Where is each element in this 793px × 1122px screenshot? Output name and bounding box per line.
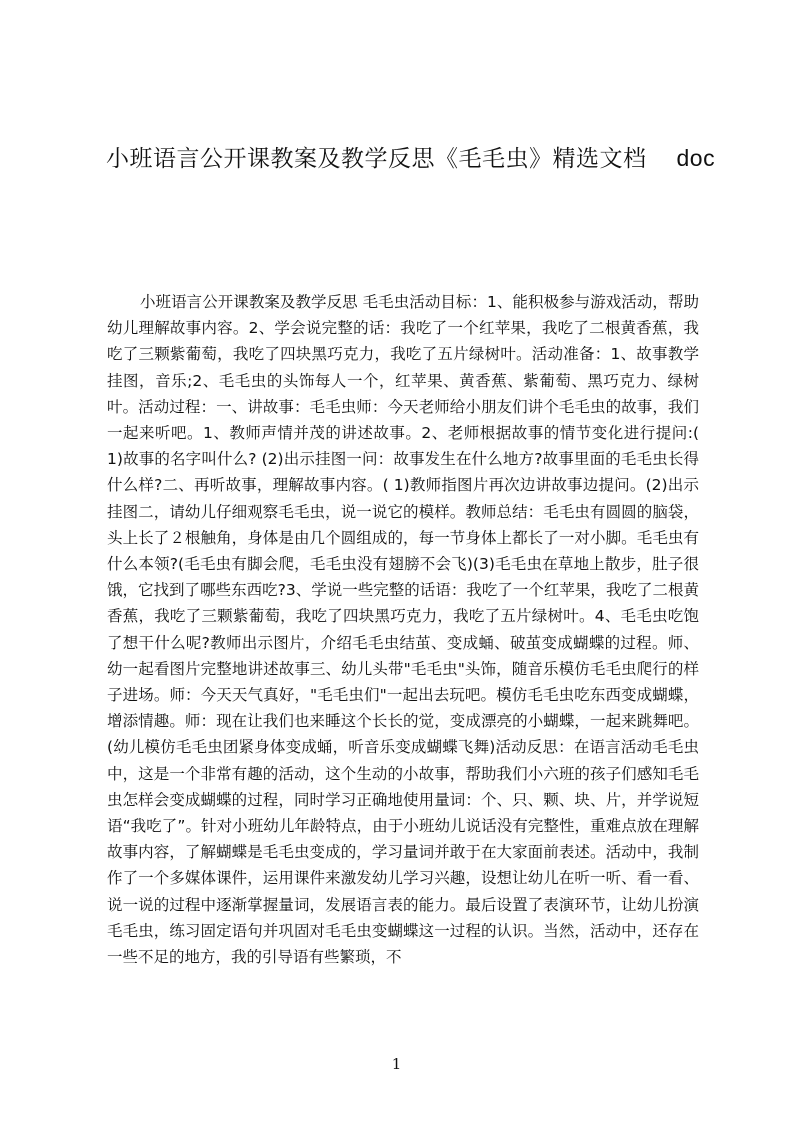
title-text: 小班语言公开课教案及教学反思《毛毛虫》精选文档 xyxy=(106,146,647,172)
page-number: 1 xyxy=(391,1055,402,1073)
body-paragraph: 小班语言公开课教案及教学反思 毛毛虫活动目标：1、能积极参与游戏活动，帮助幼儿理解故事内容。2、学会说完整的话：我吃了一个红苹果，我吃了二根黄香蕉，我吃了三颗紫葡萄，我吃了四块黑巧克力，我吃了五片绿树叶。活动准备：1、故事教学挂图，音乐;2、毛毛虫的头饰每人一个，红苹果、黄香蕉、紫葡萄、黑巧克力、绿树叶。活动过程：一、讲故事：毛毛虫师：今天老师给小朋友们讲个毛毛虫的故事，我们一起来听吧。1、教师声情并茂的讲述故事。2、老师根据故事的情节变化进行提问:( 1)故事的名字叫什么? (2)出示挂图一问：故事发生在什么地方?故事里面的毛毛虫长得什么样?二、再听故事，理解故事内容。( 1)教师指图片再次边讲故事边提问。(2)出示挂图二，请幼儿仔细观察毛毛虫，说一说它的模样。教师总结：毛毛虫有圆圆的脑袋，头上长了２根触角，身体是由几个圆组成的，每一节身体上都长了一对小脚。毛毛虫有什么本领?(毛毛虫有脚会爬，毛毛虫没有翅膀不会飞)(3)毛毛虫在草地上散步，肚子很饿，它找到了哪些东西吃?3、学说一些完整的话语：我吃了一个红苹果，我吃了二根黄香蕉，我吃了三颗紫葡萄，我吃了四块黑巧克力，我吃了五片绿树叶。4、毛毛虫吃饱了想干什么呢?教师出示图片，介绍毛毛虫结茧、变成蛹、破茧变成蝴蝶的过程。师、幼一起看图片完整地讲述故事三、幼儿头带"毛毛虫"头饰，随音乐模仿毛毛虫爬行的样子进场。师：今天天气真好，"毛毛虫们"一起出去玩吧。模仿毛毛虫吃东西变成蝴蝶，增添情趣。师：现在让我们也来睡这个长长的觉，变成漂亮的小蝴蝶，一起来跳舞吧。(幼儿模仿毛毛虫团紧身体变成蛹，听音乐变成蝴蝶飞舞)活动反思：在语言活动毛毛虫中，这是一个非常有趣的活动，这个生动的小故事，帮助我们小六班的孩子们感知毛毛虫怎样会变成蝴蝶的过程，同时学习正确地使用量词：个、只、颗、块、片，并学说短语“我吃了”。针对小班幼儿年龄特点，由于小班幼儿说话没有完整性，重难点放在理解故事内容，了解蝴蝶是毛毛虫变成的，学习量词并敢于在大家面前表述。活动中，我制作了一个多媒体课件，运用课件来激发幼儿学习兴趣，设想让幼儿在听一听、看一看、说一说的过程中逐渐掌握量词，发展语言表的能力。最后设置了表演环节，让幼儿扮演毛毛虫，练习固定语句并巩固对毛毛虫变蝴蝶这一过程的认识。当然，活动中，还存在一些不足的地方，我的引导语有些繁琐，不 xyxy=(107,293,699,967)
title-suffix: doc xyxy=(676,145,716,171)
document-title xyxy=(106,142,716,175)
